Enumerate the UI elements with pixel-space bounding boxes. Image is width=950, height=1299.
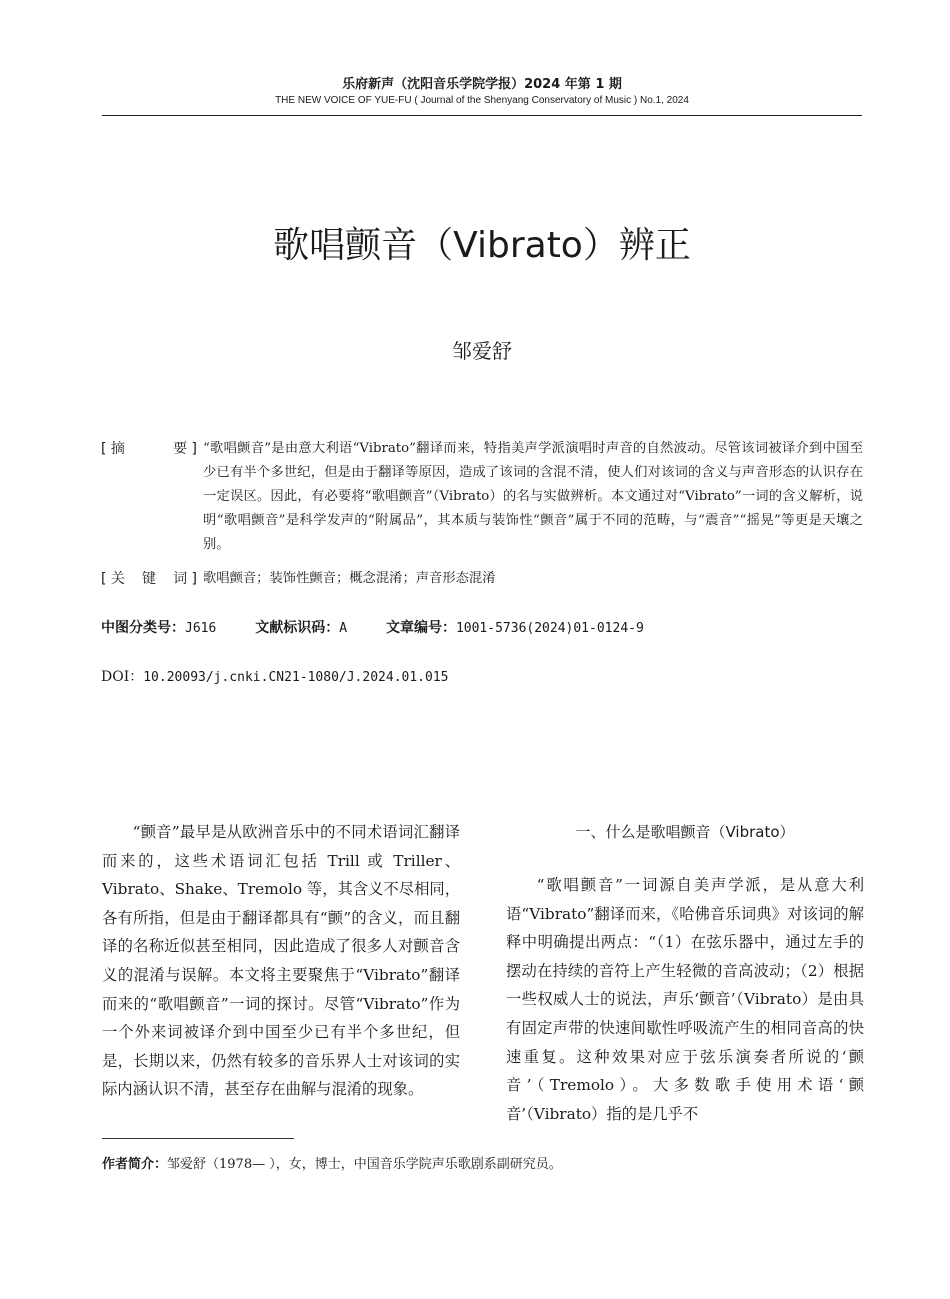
- keywords-label-part: 词 ]: [173, 571, 197, 587]
- abstract-label: [101, 437, 197, 461]
- journal-header: [102, 76, 862, 108]
- keywords-row: [101, 567, 861, 591]
- author-footnote: [102, 1154, 862, 1176]
- abstract-label-right: 要 ]: [173, 441, 197, 457]
- clc-label: 中图分类号：: [101, 620, 185, 636]
- article-title: 歌唱颤音（Vibrato）辨正: [273, 225, 691, 266]
- section-heading: 一、什么是歌唱颤音（Vibrato）: [575, 823, 795, 841]
- classification-row: [101, 616, 861, 641]
- doi-row: [101, 665, 861, 690]
- footnote-text: 邹爱舒（1978— ），女，博士，中国音乐学院声乐歌剧系副研究员。: [167, 1157, 562, 1172]
- clc-value: J616: [185, 621, 217, 636]
- doi-label: DOI：: [101, 669, 144, 685]
- article-author: 邹爱舒: [452, 339, 512, 363]
- journal-title-en: THE NEW VOICE OF YUE-FU ( Journal of the Shenyang Conservatory of Music ) No.1, 2024: [275, 95, 689, 106]
- footnote-divider: [102, 1138, 294, 1139]
- keywords-label-part: 键: [142, 571, 156, 587]
- abstract-text: “歌唱颤音”是由意大利语“Vibrato”翻译而来，特指美声学派演唱时声音的自然波动。尽管该词被译介到中国至少已有半个多世纪，但是由于翻译等原因，造成了该词的含混不清，使人们对该词的含义与声音形态的认识存在一定误区。因此，有必要将“歌唱颤音”（Vibrato）的名与实做辨析。本文通过对“Vibrato”一词的含义解析，说明“歌唱颤音”是科学发声的“附属品”，其本质与装饰性“颤音”属于不同的范畴，与“震音”“摇晃”等更是天壤之别。: [203, 441, 863, 552]
- section-paragraph: “歌唱颤音”一词源自美声学派，是从意大利语“Vibrato”翻译而来，《哈佛音乐词典》对该词的解释中明确提出两点：“（1）在弦乐器中，通过左手的摆动在持续的音符上产生轻微的音高波动；（2）根据一些权威人士的说法，声乐‘颤音’（Vibrato）是由具有固定声带的快速间歇性呼吸流产生的相同音高的快速重复。这种效果对应于弦乐演奏者所说的‘颤音’（Tremolo）。大多数歌手使用术语‘颤音’（Vibrato）指的是几乎不: [506, 876, 864, 1123]
- left-column: [102, 818, 460, 1104]
- doc-code-value: A: [339, 621, 348, 636]
- article-no-value: 1001-5736(2024)01-0124-9: [455, 621, 644, 636]
- keywords-label: [101, 567, 203, 591]
- doi-value: 10.20093/j.cnki.CN21-1080/J.2024.01.015: [143, 670, 449, 685]
- header-divider: [102, 115, 862, 116]
- keywords-label-part: [ 关: [101, 571, 125, 587]
- doc-code-label: 文献标识码：: [255, 620, 340, 636]
- footnote-label: 作者简介：: [102, 1157, 168, 1172]
- journal-title-cn: 乐府新声（沈阳音乐学院学报）2024 年第 1 期: [342, 77, 622, 92]
- abstract-label-left: [ 摘: [101, 441, 125, 457]
- right-column: [506, 871, 864, 1128]
- intro-paragraph: “颤音”最早是从欧洲音乐中的不同术语词汇翻译而来的，这些术语词汇包括 Trill 或 Triller、Vibrato、Shake、Tremolo 等，其含义不尽相同，各有所指，但是由于翻译都具有“颤”的含义，而且翻译的名称近似甚至相同，因此造成了很多人对颤音含义的混淆与误解。本文将主要聚焦于“Vibrato”翻译而来的“歌唱颤音”一词的探讨。尽管“Vibrato”作为一个外来词被译介到中国至少已有半个多世纪，但是，长期以来，仍然有较多的音乐界人士对该词的实际内涵认识不清，甚至存在曲解与混淆的现象。: [102, 823, 460, 1099]
- article-no-label: 文章编号：: [385, 620, 456, 636]
- keywords-text: 歌唱颤音；装饰性颤音；概念混淆；声音形态混淆: [203, 571, 496, 586]
